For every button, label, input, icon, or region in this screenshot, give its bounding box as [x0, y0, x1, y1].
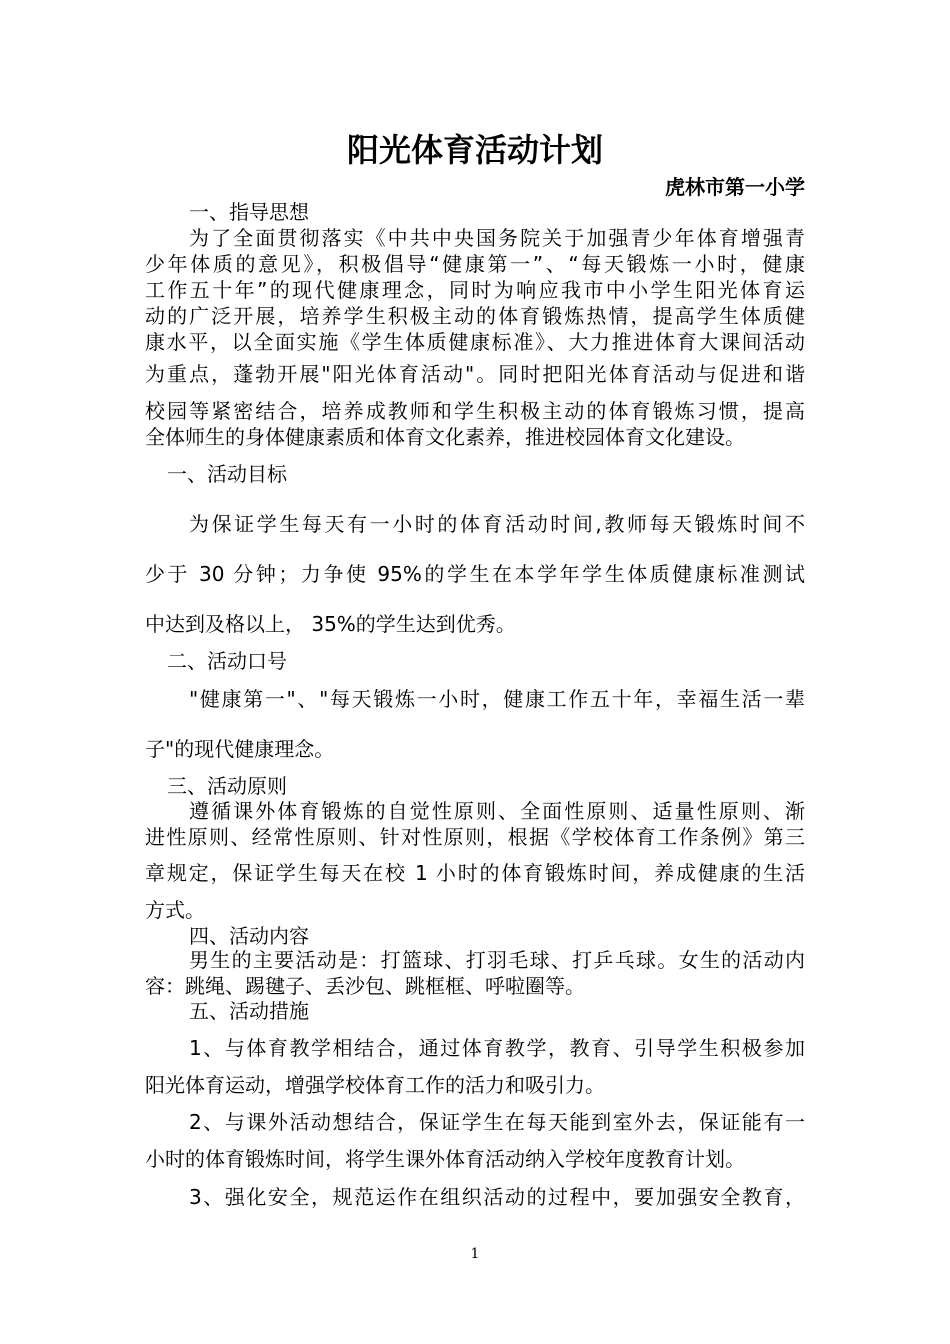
paragraph-line: 少年体质的意见》，积极倡导“健康第一”、“每天锻炼一小时，健康: [145, 252, 805, 276]
paragraph-line: 动的广泛开展，培养学生积极主动的体育锻炼热情，提高学生体质健: [145, 304, 805, 328]
paragraph-line: 子"的现代健康理念。: [145, 737, 335, 761]
paragraph-line: 为重点，蓬勃开展"阳光体育活动"。同时把阳光体育活动与促进和谐: [145, 362, 805, 386]
paragraph-line: 男生的主要活动是：打篮球、打羽毛球、打乒乓球。女生的活动内: [189, 948, 805, 972]
paragraph-line: 方式。: [145, 898, 205, 922]
paragraph-line: "健康第一"、"每天锻炼一小时，健康工作五十年，幸福生活一辈: [189, 687, 805, 711]
section-heading: 三、活动原则: [167, 774, 287, 798]
paragraph-line: 工作五十年”的现代健康理念，同时为响应我市中小学生阳光体育运: [145, 278, 805, 302]
section-heading: 一、指导思想: [189, 200, 309, 224]
paragraph-line: 为保证学生每天有一小时的体育活动时间,教师每天锻炼时间不: [189, 512, 805, 536]
paragraph-line: 遵循课外体育锻炼的自觉性原则、全面性原则、适量性原则、渐: [189, 799, 805, 823]
paragraph-line: 章规定，保证学生每天在校 1 小时的体育锻炼时间，养成健康的生活: [145, 861, 805, 885]
paragraph-line: 为了全面贯彻落实《中共中央国务院关于加强青少年体育增强青: [189, 226, 805, 250]
page-number: 1: [470, 1246, 480, 1262]
paragraph-line: 少于 30 分钟；力争使 95%的学生在本学年学生体质健康标准测试: [145, 562, 805, 586]
section-heading: 一、活动目标: [167, 462, 287, 486]
section-heading: 二、活动口号: [167, 649, 287, 673]
paragraph-line: 阳光体育运动，增强学校体育工作的活力和吸引力。: [145, 1073, 605, 1097]
document-title: 阳光体育活动计划: [346, 131, 603, 169]
paragraph-line: 小时的体育锻炼时间，将学生课外体育活动纳入学校年度教育计划。: [145, 1147, 745, 1171]
paragraph-line: 容：跳绳、踢毽子、丢沙包、跳框框、呼啦圈等。: [145, 974, 585, 998]
paragraph-line: 康水平，以全面实施《学生体质健康标准》、大力推进体育大课间活动: [145, 330, 805, 354]
paragraph-line: 中达到及格以上， 35%的学生达到优秀。: [145, 612, 516, 636]
section-heading: 四、活动内容: [189, 924, 309, 948]
paragraph-line: 2、与课外活动想结合，保证学生在每天能到室外去，保证能有一: [189, 1110, 805, 1134]
paragraph-line: 3、强化安全，规范运作在组织活动的过程中，要加强安全教育，: [189, 1185, 805, 1209]
paragraph-line: 校园等紧密结合，培养成教师和学生积极主动的体育锻炼习惯，提高: [145, 399, 805, 423]
paragraph-line: 1、与体育教学相结合，通过体育教学，教育、引导学生积极参加: [189, 1036, 805, 1060]
section-heading: 五、活动措施: [189, 999, 309, 1023]
school-name: 虎林市第一小学: [665, 175, 805, 199]
paragraph-line: 全体师生的身体健康素质和体育文化素养，推进校园体育文化建设。: [145, 425, 745, 449]
paragraph-line: 进性原则、经常性原则、针对性原则，根据《学校体育工作条例》第三: [145, 825, 805, 849]
